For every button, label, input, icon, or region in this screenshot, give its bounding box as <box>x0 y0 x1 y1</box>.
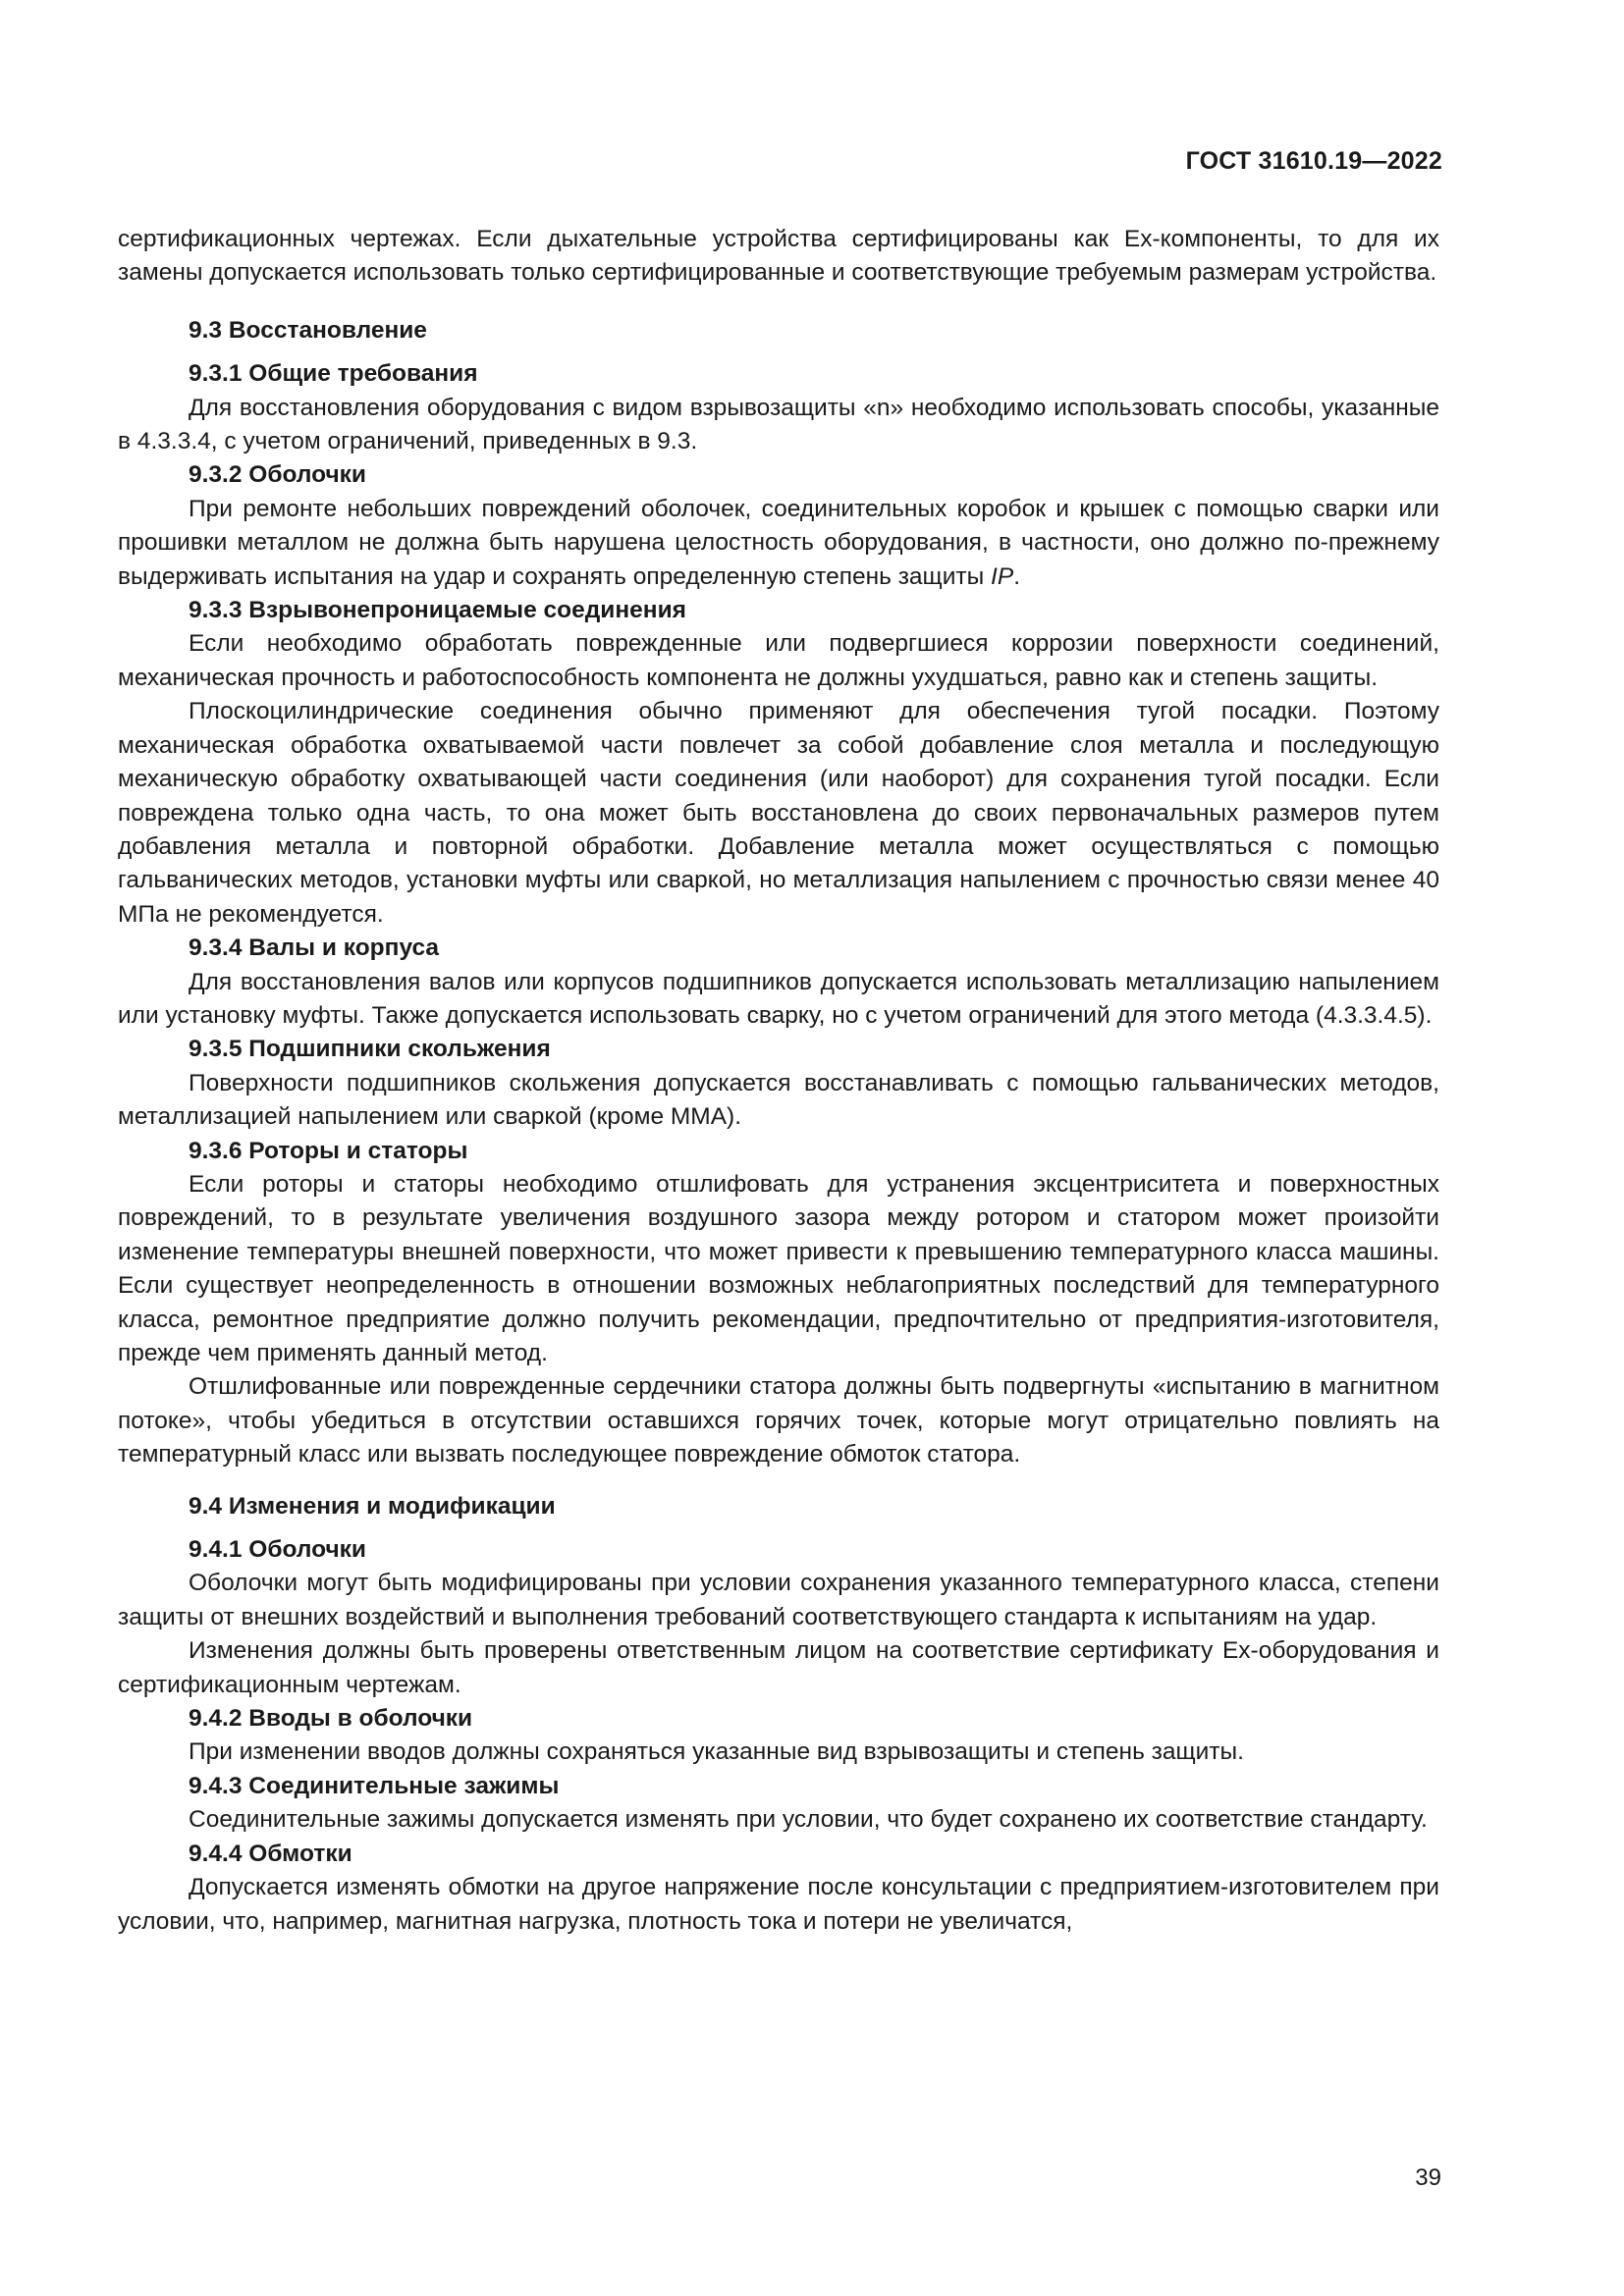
subsection-heading-9-4-3: 9.4.3 Соединительные зажимы <box>189 1772 560 1799</box>
ip-term: IP <box>991 562 1014 590</box>
paragraph-9-3-6-b: Отшлифованные или поврежденные сердечники статора должны быть подвергнуты «испытанию в магнитном потоке», чтобы убедиться в отсутствии оставшихся горячих точек, которые могут отрицательно повлиять на температурный класс или вызвать последующее повреждение обмоток статора. <box>118 1373 1439 1468</box>
page-number: 39 <box>1415 2164 1441 2191</box>
paragraph-9-3-4: Для восстановления валов или корпусов подшипников допускается использовать металлизацию напылением или установку муфты. Также допускается использовать сварку, но с учетом ограничений для этого метода (4.3.3.4.5). <box>118 968 1439 1029</box>
paragraph-9-3-2 <box>118 493 1439 594</box>
paragraph-9-3-3-b: Плоскоцилиндрические соединения обычно применяют для обеспечения тугой посадки. Поэтому механическая обработка охватываемой части повлечет за собой добавление слоя металла и последующую механическую обработку охватывающей части соединения (или наоборот) для сохранения тугой посадки. Если повреждена только одна часть, то она может быть восстановлена до своих первоначальных размеров путем добавления металла и повторной обработки. Добавление металла может осуществляться с помощью гальванических методов, установки муфты или сваркой, но металлизация напылением с прочностью связи менее 40 МПа не рекомендуется. <box>118 698 1439 928</box>
subsection-heading-9-3-2: 9.3.2 Оболочки <box>189 461 366 489</box>
paragraph-9-3-5: Поверхности подшипников скольжения допускается восстанавливать с помощью гальванических методов, металлизацией напылением или сваркой (кроме ММА). <box>118 1069 1439 1131</box>
subsection-heading-9-3-3: 9.3.3 Взрывонепроницаемые соединения <box>189 597 686 624</box>
paragraph-9-4-4: Допускается изменять обмотки на другое напряжение после консультации с предприятием-изготовителем при условии, что, например, магнитная нагрузка, плотность тока и потери не увеличатся, <box>118 1874 1439 1935</box>
subsection-heading-9-3-1: 9.3.1 Общие требования <box>189 360 478 388</box>
subsection-heading-9-4-1: 9.4.1 Оболочки <box>189 1536 366 1564</box>
paragraph-9-4-2: При изменении вводов должны сохраняться указанные вид взрывозащиты и степень защиты. <box>189 1738 1244 1766</box>
subsection-heading-9-3-5: 9.3.5 Подшипники скольжения <box>189 1036 551 1063</box>
document-body <box>118 223 1439 1939</box>
document-header: ГОСТ 31610.19—2022 <box>1185 147 1442 175</box>
paragraph-9-4-3: Соединительные зажимы допускается изменять при условии, что будет сохранено их соответствие стандарту. <box>189 1806 1428 1834</box>
subsection-heading-9-3-4: 9.3.4 Валы и корпуса <box>189 934 440 962</box>
paragraph-9-4-1-a: Оболочки могут быть модифицированы при условии сохранения указанного температурного класса, степени защиты от внешних воздействий и выполнения требований соответствующего стандарта к испытаниям на удар. <box>118 1570 1439 1630</box>
subsection-heading-9-4-4: 9.4.4 Обмотки <box>189 1840 352 1867</box>
subsection-heading-9-3-6: 9.3.6 Роторы и статоры <box>189 1137 468 1164</box>
subsection-heading-9-4-2: 9.4.2 Вводы в оболочки <box>189 1705 473 1733</box>
paragraph-9-3-2-end: . <box>1013 562 1021 590</box>
paragraph-9-4-1-b: Изменения должны быть проверены ответственным лицом на соответствие сертификату Ex-оборудования и сертификационным чертежам. <box>118 1637 1439 1698</box>
paragraph-9-3-6-a: Если роторы и статоры необходимо отшлифовать для устранения эксцентриситета и поверхностных повреждений, то в результате увеличения воздушного зазора между ротором и статором может произойти изменение температуры внешней поверхности, что может привести к превышению температурного класса машины. Если существует неопределенность в отношении возможных неблагоприятных последствий для температурного класса, ремонтное предприятие должно получить рекомендации, предпочтительно от предприятия-изготовителя, прежде чем применять данный метод. <box>118 1170 1439 1366</box>
paragraph-9-3-3-a: Если необходимо обработать поврежденные или подвергшиеся коррозии поверхности соединений, механическая прочность и работоспособность компонента не должны ухудшаться, равно как и степень защиты. <box>118 630 1439 691</box>
section-heading-9-4: 9.4 Изменения и модификации <box>189 1492 556 1520</box>
intro-paragraph: сертификационных чертежах. Если дыхательные устройства сертифицированы как Ex-компоненты, то для их замены допускается использовать только сертифицированные и соответствующие требуемым размерам устройства. <box>118 226 1439 287</box>
section-heading-9-3: 9.3 Восстановление <box>189 316 427 344</box>
paragraph-9-3-1: Для восстановления оборудования с видом взрывозащиты «n» необходимо использовать способы, указанные в 4.3.3.4, с учетом ограничений, приведенных в 9.3. <box>118 394 1439 455</box>
paragraph-9-3-2-text: При ремонте небольших повреждений оболочек, соединительных коробок и крышек с помощью сварки или прошивки металлом не должна быть нарушена целостность оборудования, в частности, оно должно по-прежнему выдерживать испытания на удар и сохранять определенную степень защиты <box>118 495 1439 590</box>
